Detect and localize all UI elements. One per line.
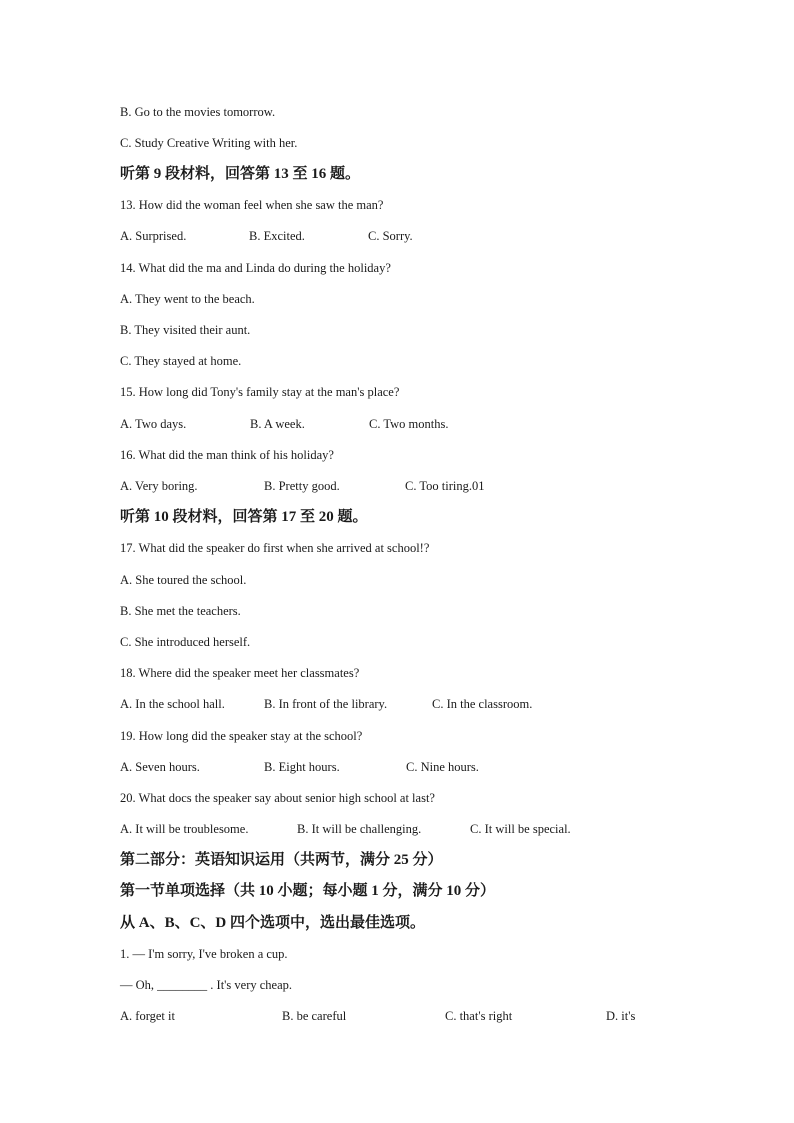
option-b-text: B. She met the teachers. (120, 604, 241, 618)
option-a: A. It will be troublesome. (120, 822, 249, 836)
option-a: A. Two days. (120, 417, 187, 431)
option-b: B. A week. (250, 417, 305, 431)
option-c: C. Nine hours. (406, 760, 479, 774)
option-c: C. It will be special. (470, 822, 571, 836)
option-b: B. Eight hours. (264, 760, 340, 774)
option-b: B. It will be challenging. (297, 822, 422, 836)
option-b-text: B. Go to the movies tomorrow. (120, 105, 276, 119)
section-heading: 听第 9 段材料，回答第 13 至 16 题。 (120, 166, 361, 182)
question-1: 1. — I'm sorry, I've broken a cup. (120, 947, 288, 961)
option-c: C. Sorry. (368, 229, 413, 243)
question-13: 13. How did the woman feel when she saw the man? (120, 198, 384, 212)
option-c: C. Too tiring.01 (405, 479, 485, 493)
question-14: 14. What did the ma and Linda do during the holiday? (120, 261, 391, 275)
question-20: 20. What docs the speaker say about senior high school at last? (120, 791, 435, 805)
option-b: B. Excited. (249, 229, 305, 243)
section-heading: 听第 10 段材料，回答第 17 至 20 题。 (120, 509, 368, 525)
question-16: 16. What did the man think of his holiday? (120, 448, 334, 462)
question-17: 17. What did the speaker do first when she arrived at school!? (120, 541, 430, 555)
option-b: B. be careful (282, 1009, 347, 1023)
option-c: C. In the classroom. (432, 697, 533, 711)
question-15: 15. How long did Tony's family stay at the man's place? (120, 385, 400, 399)
option-b: B. Pretty good. (264, 479, 340, 493)
option-a: A. forget it (120, 1009, 175, 1023)
section-one-heading: 第一节单项选择（共 10 小题；每小题 1 分，满分 10 分） (120, 883, 496, 899)
option-a: A. In the school hall. (120, 697, 225, 711)
instruction-heading: 从 A、B、C、D 四个选项中，选出最佳选项。 (120, 915, 426, 931)
option-c-text: C. She introduced herself. (120, 635, 251, 649)
part-two-heading: 第二部分：英语知识运用（共两节，满分 25 分） (120, 852, 443, 868)
option-a: A. Seven hours. (120, 760, 200, 774)
option-c-text: C. Study Creative Writing with her. (120, 136, 298, 150)
option-a-text: A. She toured the school. (120, 573, 247, 587)
option-c: C. that's right (445, 1009, 513, 1023)
option-c-text: C. They stayed at home. (120, 354, 242, 368)
option-b: B. In front of the library. (264, 697, 388, 711)
option-c: C. Two months. (369, 417, 449, 431)
option-a-text: A. They went to the beach. (120, 292, 255, 306)
option-b-text: B. They visited their aunt. (120, 323, 251, 337)
option-a: A. Surprised. (120, 229, 187, 243)
option-d: D. it's (606, 1009, 636, 1023)
question-1-response: — Oh, ________ . It's very cheap. (120, 978, 293, 992)
option-a: A. Very boring. (120, 479, 198, 493)
question-19: 19. How long did the speaker stay at the school? (120, 729, 363, 743)
question-18: 18. Where did the speaker meet her classmates? (120, 666, 360, 680)
